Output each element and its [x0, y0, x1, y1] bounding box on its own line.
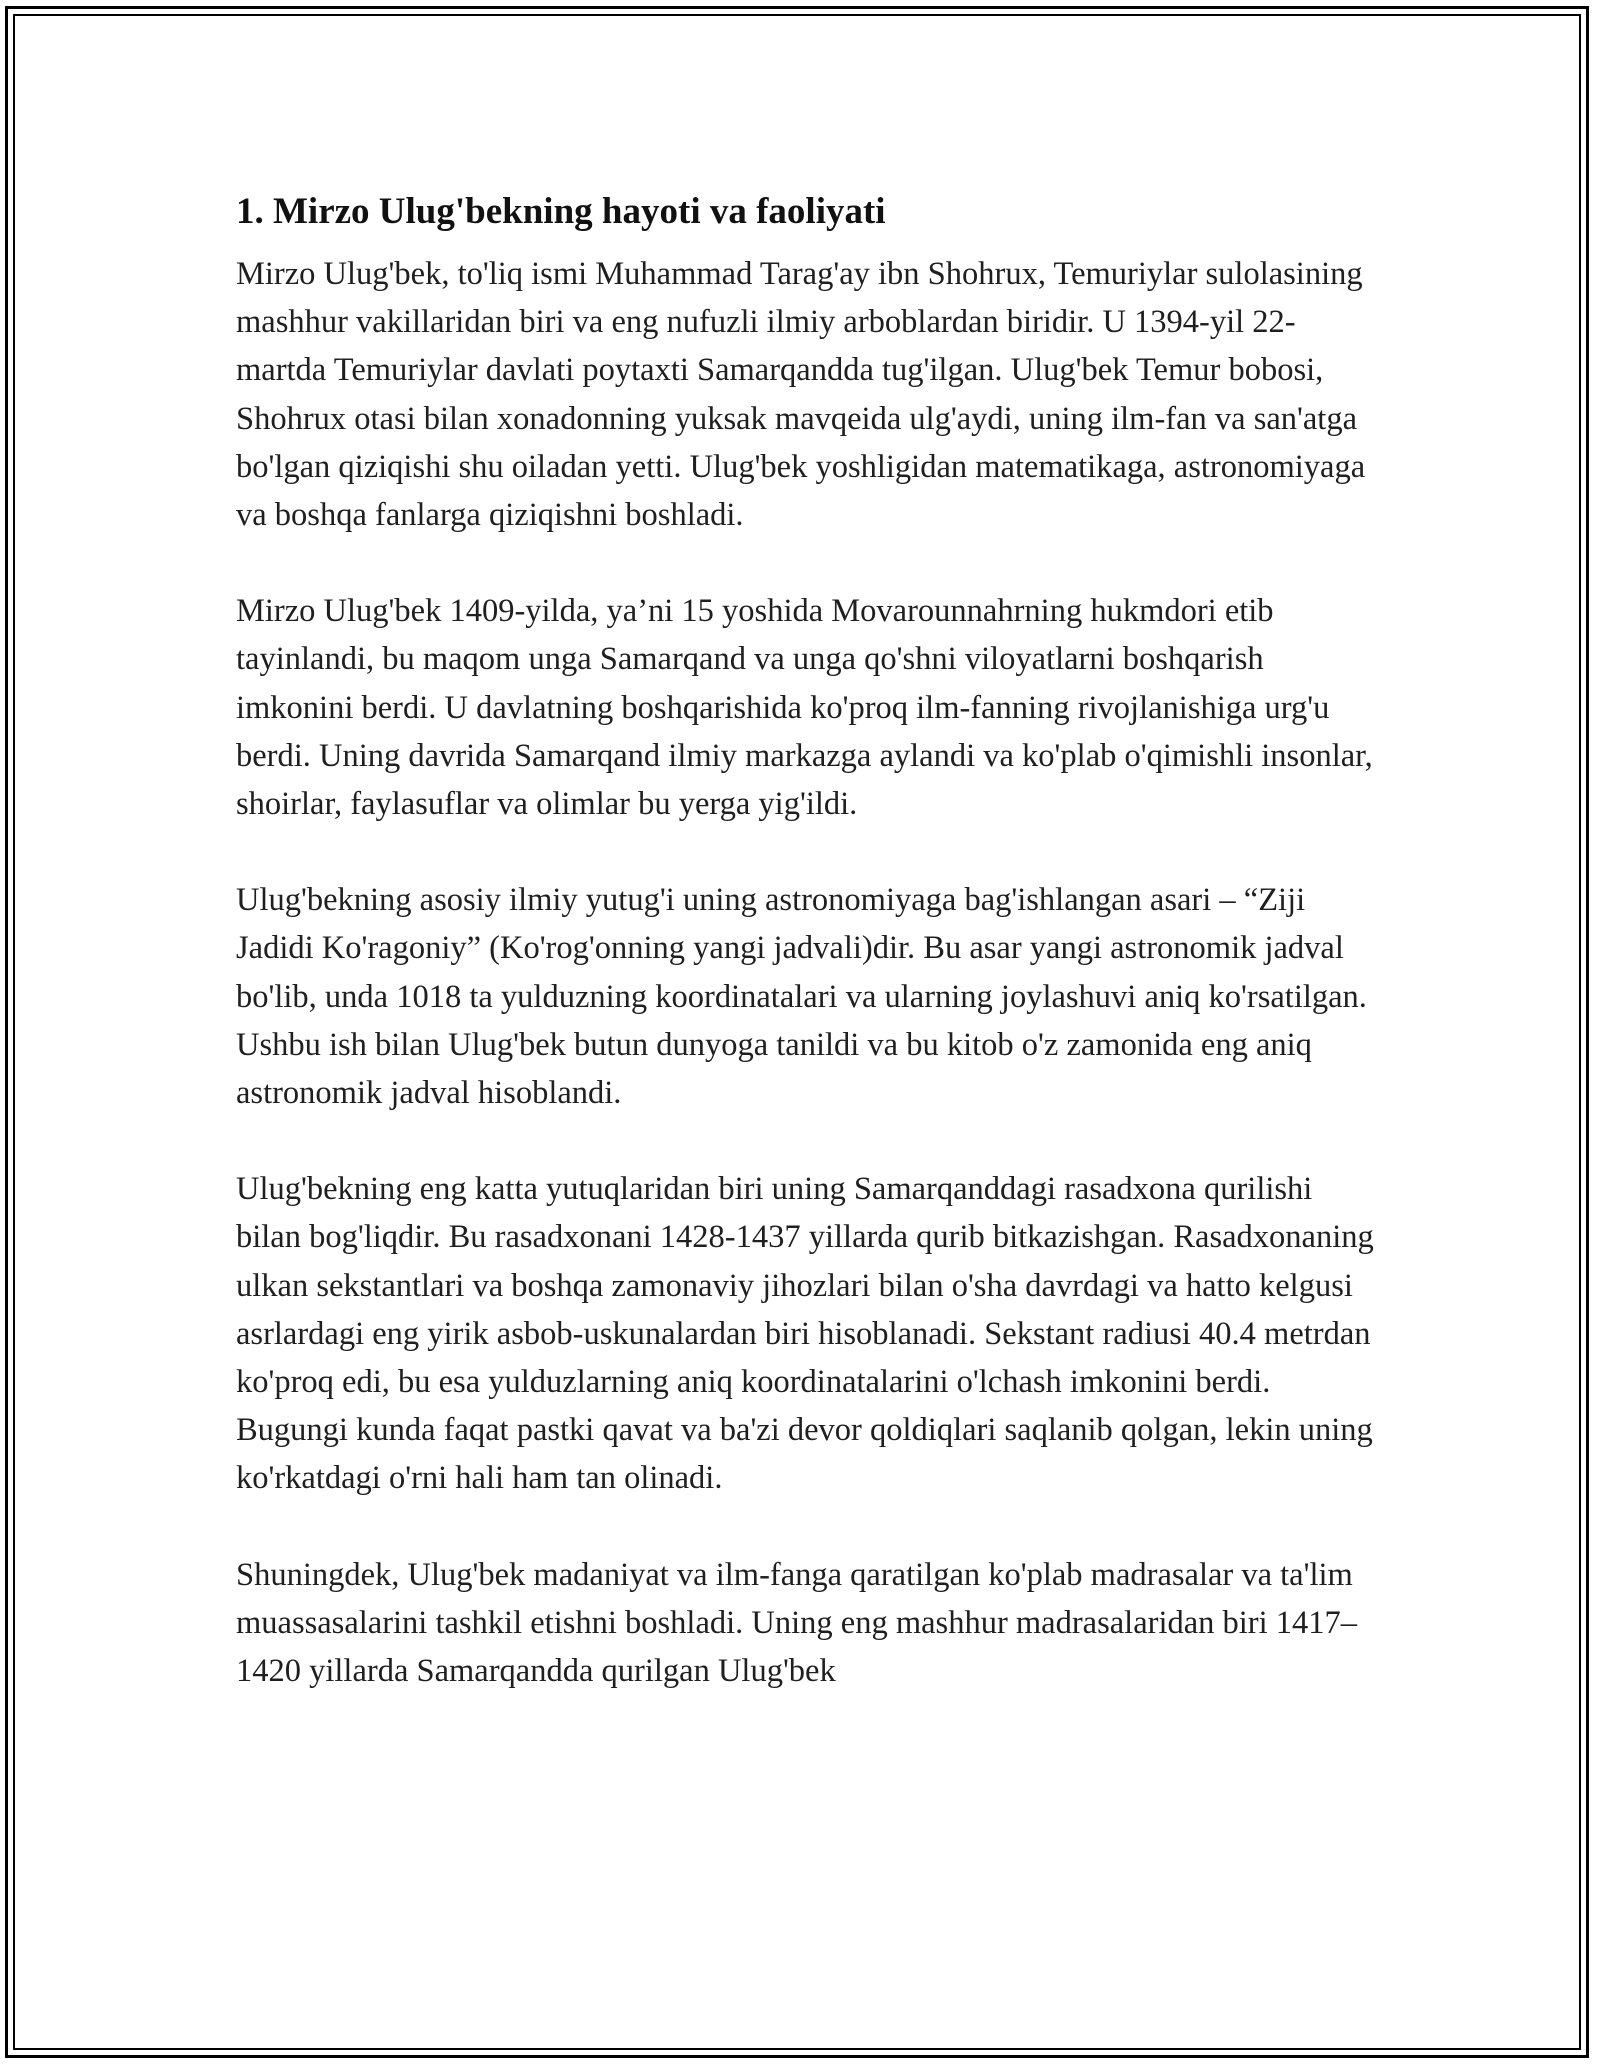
paragraph-early-life: Mirzo Ulug'bek, to'liq ismi Muhammad Tarag'ay ibn Shohrux, Temuriylar sulolasining mashhur vakillaridan biri va eng nufuzli ilmiy arboblardan biridir. U 1394-yil 22-martda Temuriylar davlati poytaxti Samarqandda tug'ilgan. Ulug'bek Temur bobosi, Shohrux otasi bilan xonadonning yuksak mavqeida ulg'aydi, uning ilm-fan va san'atga bo'lgan qiziqishi shu oiladan yetti. Ulug'bek yoshligidan matematikaga, astronomiyaga va boshqa fanlarga qiziqishni boshladi.	[236, 256, 1366, 534]
paragraph-zij: Ulug'bekning asosiy ilmiy yutug'i uning astronomiyaga bag'ishlangan asari – “Ziji Jadidi Ko'ragoniy” (Ko'rog'onning yangi jadvali)dir. Bu asar yangi astronomik jadval bo'lib, unda 1018 ta yulduzning koordinatalari va ularning joylashuvi aniq ko'rsatilgan. Ushbu ish bilan Ulug'bek butun dunyoga tanildi va bu kitob o'z zamonida eng aniq astronomik jadval hisoblandi.	[236, 882, 1367, 1112]
paragraph-madrasas: Shuningdek, Ulug'bek madaniyat va ilm-fanga qaratilgan ko'plab madrasalar va ta'lim muassasalarini tashkil etishni boshladi. Uning eng mashhur madrasalaridan biri 1417–1420 yillarda Samarqandda qurilgan Ulug'bek	[236, 1556, 1358, 1690]
paragraph-observatory: Ulug'bekning eng katta yutuqlaridan biri uning Samarqanddagi rasadxona qurilishi bilan bog'liqdir. Bu rasadxonani 1428-1437 yillarda qurib bitkazishgan. Rasadxonaning ulkan sekstantlari va boshqa zamonaviy jihozlari bilan o'sha davrdagi va hatto kelgusi asrlardagi eng yirik asbob-uskunalardan biri hisoblanadi. Sekstant radiusi 40.4 metrdan ko'proq edi, bu esa yulduzlarning aniq koordinatalarini o'lchash imkonini berdi. Bugungi kunda faqat pastki qavat va ba'zi devor qoldiqlari saqlanib qolgan, lekin uning ko'rkatdagi o'rni hali ham tan olinadi.	[236, 1171, 1374, 1497]
document-body	[236, 186, 1376, 1743]
paragraph-ruler: Mirzo Ulug'bek 1409-yilda, ya’ni 15 yoshida Movarounnahrning hukmdori etib tayinlandi, bu maqom unga Samarqand va unga qo'shni viloyatlarni boshqarish imkonini berdi. U davlatning boshqarishida ko'proq ilm-fanning rivojlanishiga urg'u berdi. Uning davrida Samarqand ilmiy markazga aylandi va ko'plab o'qimishli insonlar, shoirlar, faylasuflar va olimlar bu yerga yig'ildi.	[236, 593, 1373, 823]
section-heading: 1. Mirzo Ulug'bekning hayoti va faoliyati	[236, 191, 886, 232]
